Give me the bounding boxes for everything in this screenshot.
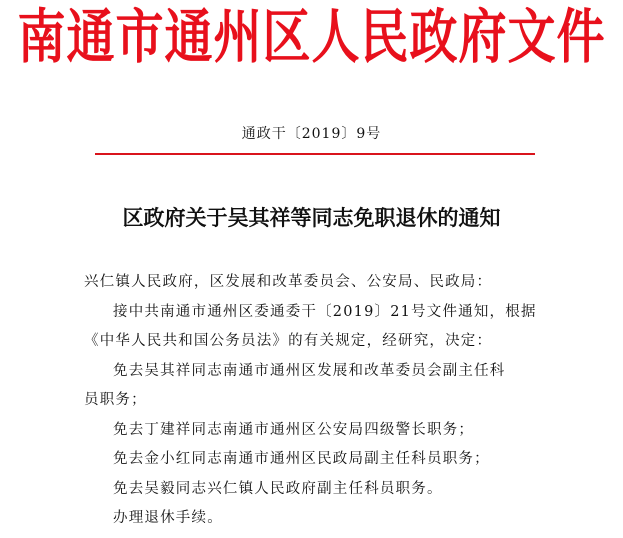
- dismissal-item: 免去金小红同志南通市通州区民政局副主任科员职务；: [113, 451, 490, 467]
- document-header-title: 南通市通州区人民政府文件: [17, 3, 606, 72]
- dismissal-item-continuation: 员职务；: [84, 392, 147, 408]
- document-number: 通政干〔2019〕9号: [241, 126, 382, 142]
- addressee-line: 兴仁镇人民政府，区发展和改革委员会、公安局、民政局：: [84, 274, 493, 290]
- intro-paragraph-line: 《中华人民共和国公务员法》的有关规定，经研究，决定：: [84, 333, 493, 349]
- notice-body: [84, 268, 546, 534]
- intro-paragraph-line: 接中共南通市通州区委通委干〔2019〕21号文件通知，根据: [113, 303, 537, 320]
- dismissal-item: 免去吴其祥同志南通市通州区发展和改革委员会副主任科: [113, 362, 506, 379]
- closing-line: 办理退休手续。: [113, 510, 223, 526]
- notice-title: 区政府关于吴其祥等同志免职退休的通知: [122, 205, 501, 230]
- red-divider-line: [95, 153, 535, 155]
- dismissal-item: 免去吴毅同志兴仁镇人民政府副主任科员职务。: [113, 480, 443, 497]
- dismissal-item: 免去丁建祥同志南通市通州区公安局四级警长职务；: [113, 421, 475, 438]
